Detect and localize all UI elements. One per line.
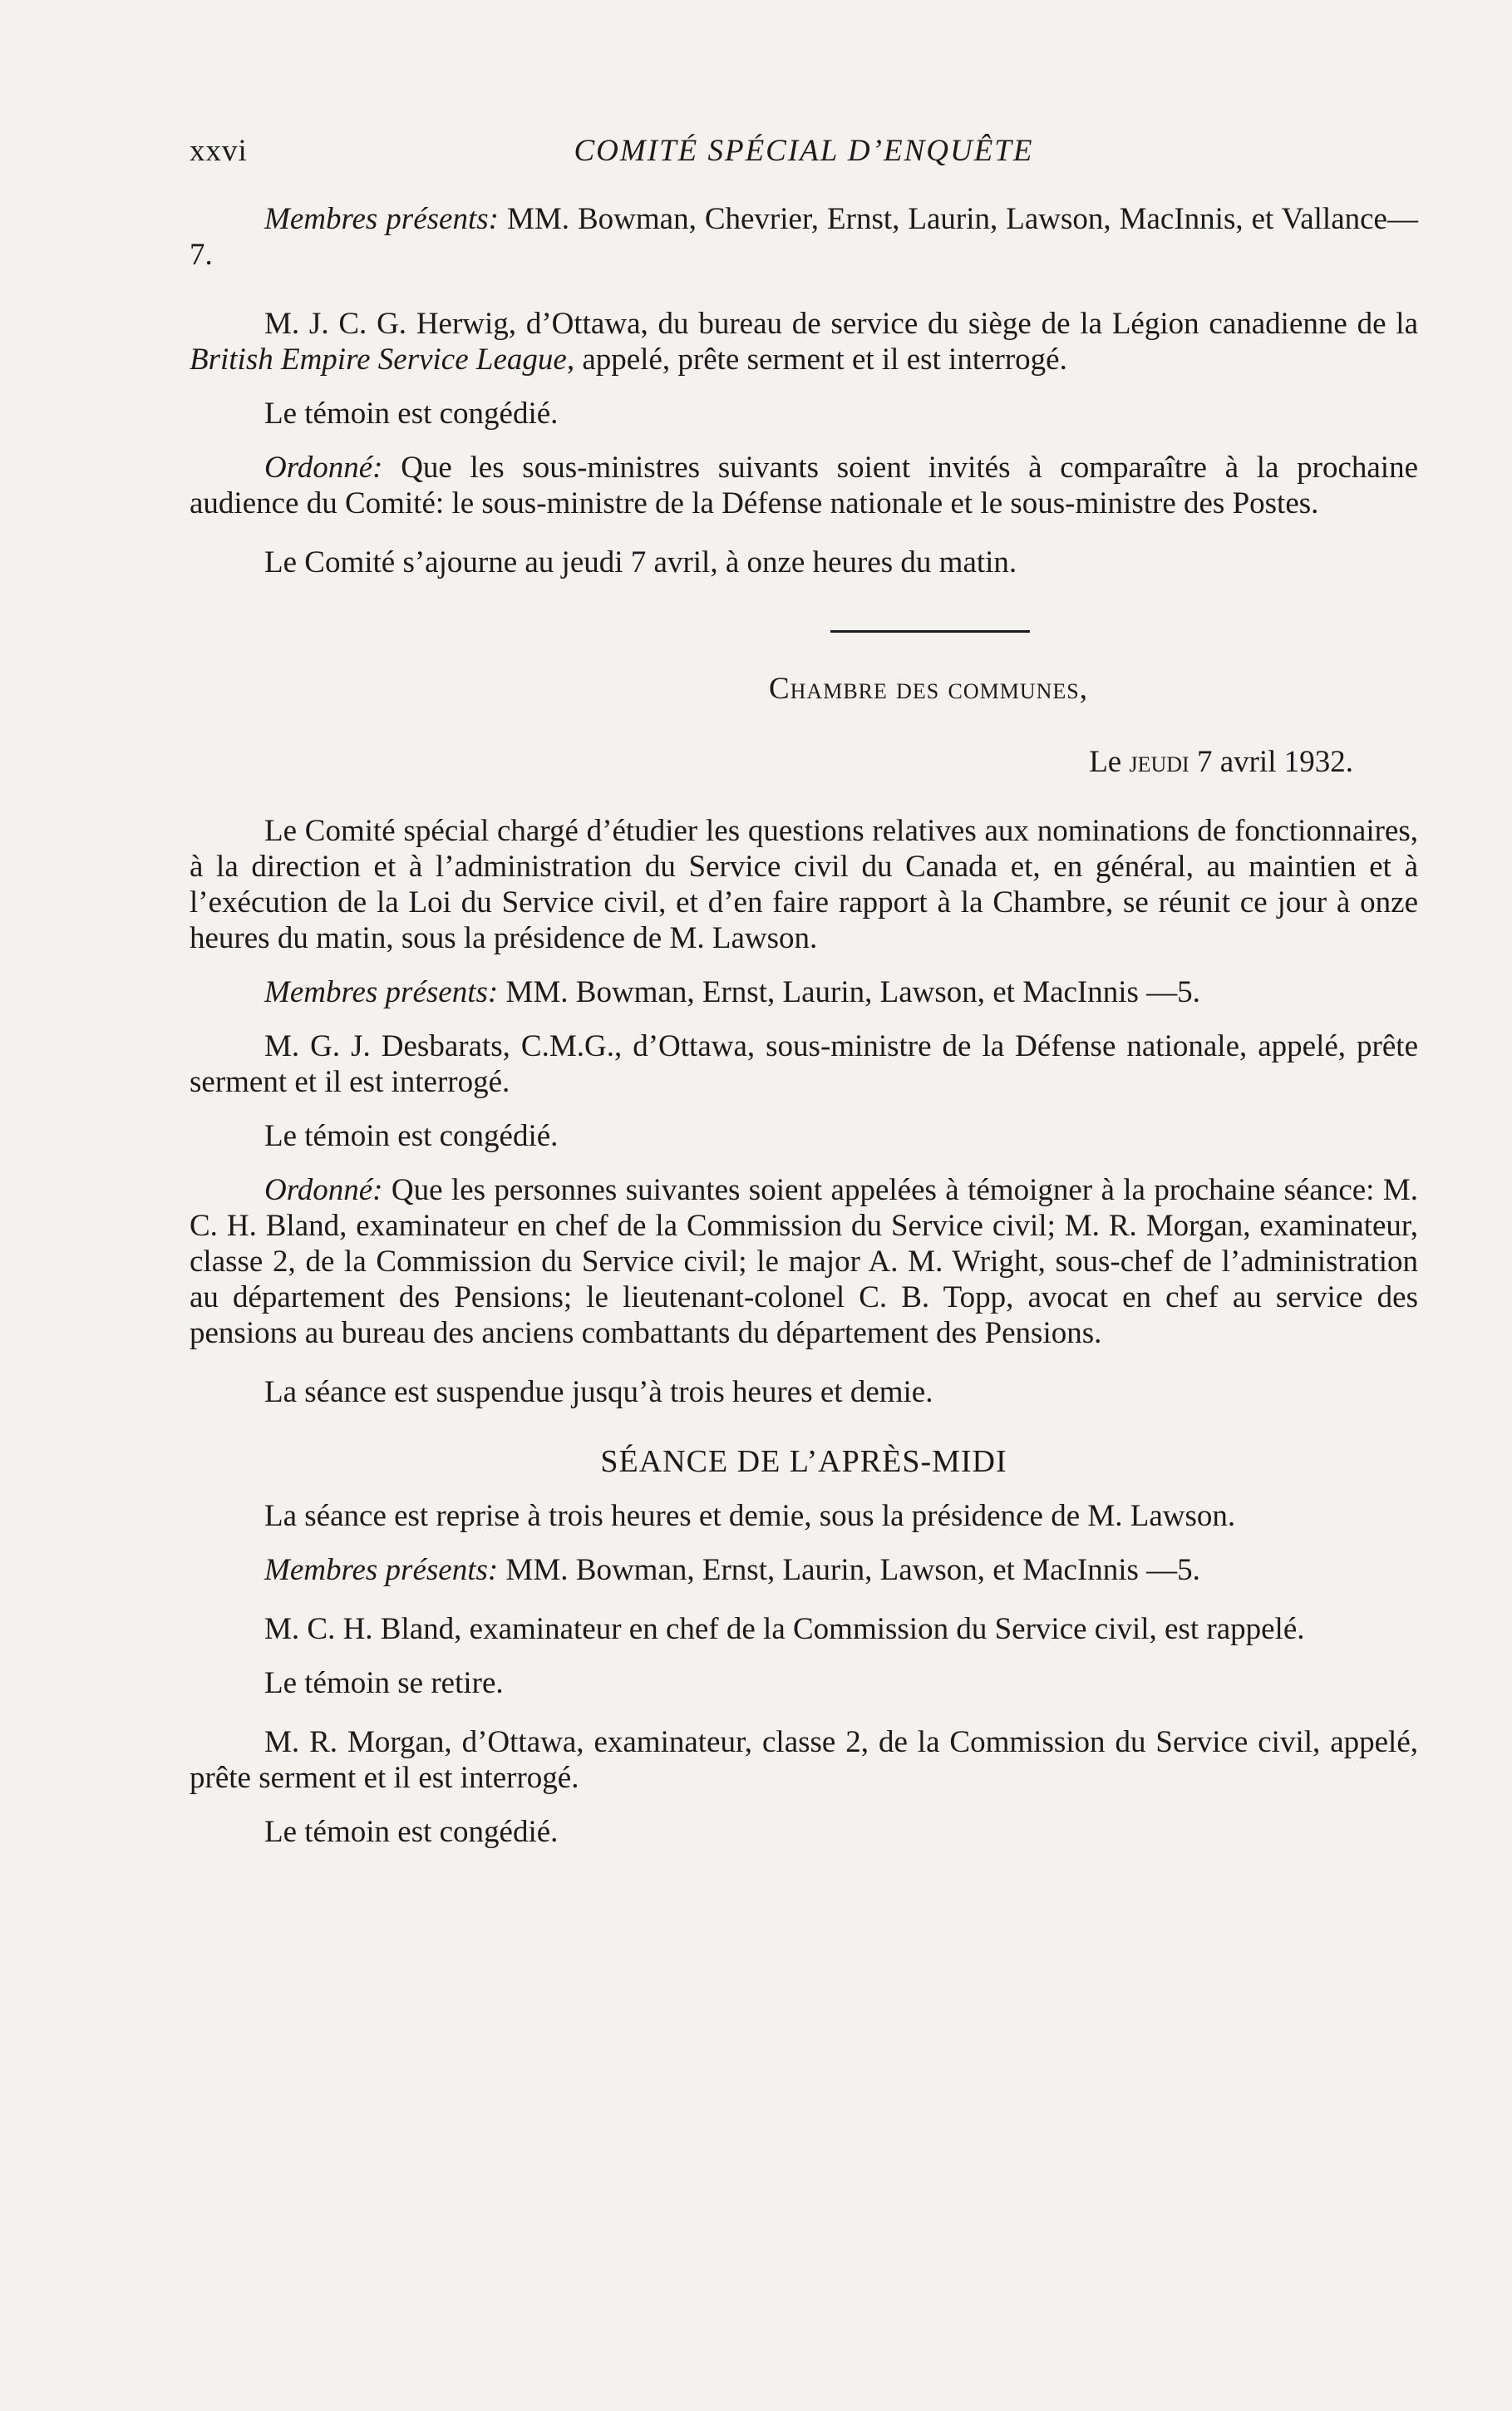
paragraph-resumption: La séance est reprise à trois heures et demie, sous la présidence de M. Lawson. (264, 1499, 1236, 1533)
paragraph-order (190, 1172, 1418, 1351)
paragraph-members-present (190, 974, 1418, 1010)
section-title: SÉANCE DE L’APRÈS-MIDI (600, 1444, 1007, 1479)
dateline-date: 7 avril 1932. (1189, 745, 1353, 779)
paragraph-witness-dismissed: Le témoin est congédié. (264, 397, 559, 431)
paragraph-order (190, 450, 1418, 521)
paragraph-suspension: La séance est suspendue jusqu’à trois heures et demie. (264, 1375, 933, 1409)
paragraph-witness-morgan: M. R. Morgan, d’Ottawa, examinateur, classe 2, de la Commission du Service civil, appelé, prête serment et il est interrogé. (190, 1725, 1418, 1795)
paragraph-members-present (190, 201, 1418, 273)
witness-text-end: appelé, prête serment et il est interrogé. (574, 343, 1067, 377)
order-text: Que les sous-ministres suivants soient invités à comparaître à la prochaine audience du Comité: le sous-ministre de la Défense nationale et le sous-ministre des Postes. (190, 451, 1418, 520)
paragraph-committee-meeting: Le Comité spécial chargé d’étudier les questions relatives aux nominations de fonctionnaires, à la direction et à l’administration du Service civil du Canada et, en général, au maintien et à l’exécution de la Loi du Service civil, et d’en faire rapport à la Chambre, se réunit ce jour à onze heures du matin, sous la présidence de M. Lawson. (190, 814, 1418, 955)
dateline-prefix: Le (1089, 745, 1130, 779)
house-name: Chambre des communes, (768, 672, 1089, 706)
dateline (190, 744, 1418, 780)
dateline-day: jeudi (1129, 745, 1189, 779)
members-label: Membres présents: (264, 975, 499, 1009)
members-label: Membres présents: (264, 1553, 499, 1587)
members-text: MM. Bowman, Ernst, Laurin, Lawson, et MacInnis —5. (498, 1553, 1200, 1587)
running-title: COMITÉ SPÉCIAL D’ENQUÊTE (574, 134, 1034, 168)
organization-name: British Empire Service League, (190, 343, 575, 377)
witness-text: M. J. C. G. Herwig, d’Ottawa, du bureau de service du siège de la Légion canadienne de la (264, 307, 1418, 341)
paragraph-witness-dismissed: Le témoin est congédié. (264, 1815, 559, 1849)
running-head (190, 125, 1418, 183)
paragraph-adjournment: Le Comité s’ajourne au jeudi 7 avril, à onze heures du matin. (264, 545, 1017, 579)
page-number: xxvi (190, 134, 248, 168)
members-label: Membres présents: (264, 202, 499, 236)
paragraph-witness-withdraws: Le témoin se retire. (264, 1666, 504, 1700)
page (190, 125, 1418, 1850)
order-label: Ordonné: (264, 1173, 383, 1207)
paragraph-members-present (190, 1552, 1418, 1588)
paragraph-witness-desbarats: M. G. J. Desbarats, C.M.G., d’Ottawa, sous-ministre de la Défense nationale, appelé, prête serment et il est interrogé. (190, 1029, 1418, 1099)
order-text: Que les personnes suivantes soient appelées à témoigner à la prochaine séance: M. C. H. Bland, examinateur en chef de la Commission du Service civil; M. R. Morgan, examinateur, classe 2, de la Commission du Service civil; le major A. M. Wright, sous-chef de l’administration au département des Pensions; le lieutenant-colonel C. B. Topp, avocat en chef au service des pensions au bureau des anciens combattants du département des Pensions. (190, 1173, 1418, 1350)
section-divider (830, 630, 1030, 633)
members-text: MM. Bowman, Ernst, Laurin, Lawson, et MacInnis —5. (498, 975, 1200, 1009)
members-text: MM. Bowman, Chevrier, Ernst, Laurin, Lawson, MacInnis, et Vallance—7. (190, 202, 1418, 272)
paragraph-witness-herwig (190, 306, 1418, 377)
order-label: Ordonné: (264, 451, 383, 485)
paragraph-witness-dismissed: Le témoin est congédié. (264, 1119, 559, 1153)
paragraph-witness-bland: M. C. H. Bland, examinateur en chef de la Commission du Service civil, est rappelé. (264, 1612, 1305, 1646)
